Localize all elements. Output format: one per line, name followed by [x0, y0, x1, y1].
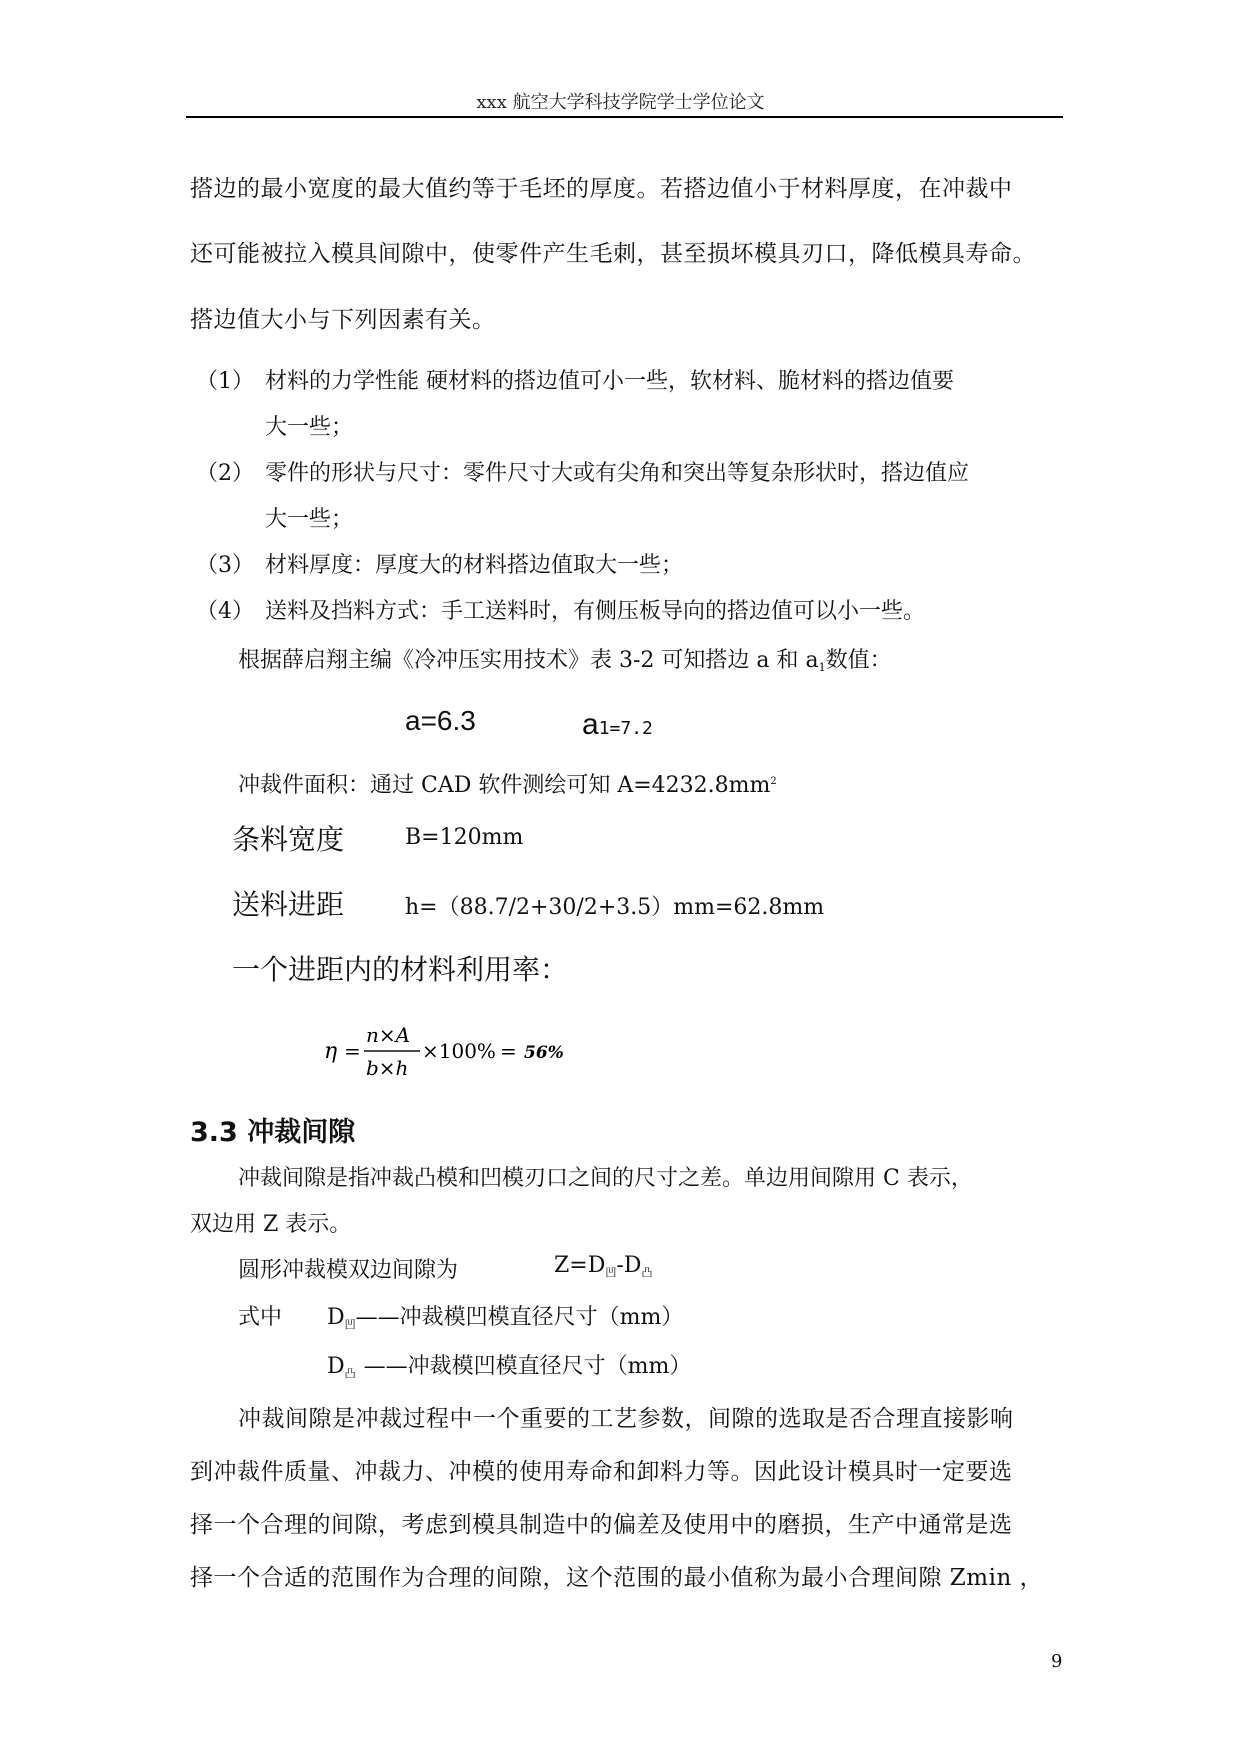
- factor-1-continuation: 大一些；: [265, 415, 354, 440]
- round-formula-sub-1: 凹: [605, 1266, 617, 1279]
- source-line-subscript: 1: [818, 661, 826, 674]
- formula-times: ×100%: [422, 1039, 496, 1063]
- value-a1: [582, 708, 653, 742]
- feed-label: 送料进距: [232, 888, 345, 921]
- round-clearance-formula: [554, 1253, 652, 1280]
- factor-2-number: （2）: [196, 461, 254, 486]
- intro-line-1: 搭边的最小宽度的最大值约等于毛坯的厚度。若搭边值小于材料厚度，在冲裁中: [190, 176, 1013, 202]
- utilization-formula: [320, 1012, 580, 1082]
- round-formula-pre: Z=D: [554, 1253, 606, 1278]
- strip-width-value: B=120mm: [405, 825, 524, 850]
- def-d-punch: [327, 1349, 691, 1381]
- factor-1-number: （1）: [196, 369, 254, 394]
- round-formula-sub-2: 凸: [641, 1266, 653, 1279]
- formula-numerator: n×A: [366, 1023, 411, 1047]
- round-formula-mid: -D: [616, 1253, 642, 1278]
- factor-4-text: 送料及挡料方式：手工送料时，有侧压板导向的搭边值可以小一些。: [265, 599, 926, 624]
- area-line-superscript: 2: [770, 776, 777, 787]
- formula-denominator: b×h: [366, 1056, 409, 1080]
- def-d-die-text: ——冲裁模凹模直径尺寸（mm）: [355, 1305, 684, 1330]
- def-d-die-symbol: D: [327, 1305, 345, 1330]
- clearance-def-line-1: 冲裁间隙是指冲裁凸模和凹模刃口之间的尺寸之差。单边用间隙用 C 表示，: [238, 1166, 973, 1191]
- formula-equals: =: [344, 1039, 361, 1063]
- section-heading: 3.3 冲裁间隙: [190, 1117, 356, 1148]
- formula-result: 56%: [524, 1043, 564, 1063]
- clearance-para-line-4: 择一个合适的范围作为合理的间隙，这个范围的最小值称为最小合理间隙 Zmin ，: [190, 1565, 1044, 1591]
- round-clearance-label: 圆形冲裁模双边间隙为: [238, 1258, 459, 1283]
- clearance-para-line-1: 冲裁间隙是冲裁过程中一个重要的工艺参数，间隙的选取是否合理直接影响: [238, 1406, 1014, 1432]
- factor-1-text: 材料的力学性能 硬材料的搭边值可小一些，软材料、脆材料的搭边值要: [265, 369, 954, 394]
- factor-2-continuation: 大一些；: [265, 507, 354, 532]
- source-line-suffix: 数值：: [825, 648, 892, 673]
- formula-eta: η: [324, 1039, 338, 1064]
- where-label: 式中: [238, 1305, 283, 1330]
- def-d-punch-text: ——冲裁模凹模直径尺寸（mm）: [363, 1354, 692, 1379]
- formula-equals-2: =: [500, 1039, 517, 1063]
- factor-3-text: 材料厚度：厚度大的材料搭边值取大一些；: [265, 553, 684, 578]
- clearance-def-line-2: 双边用 Z 表示。: [190, 1212, 352, 1237]
- intro-line-2: 还可能被拉入模具间隙中，使零件产生毛刺，甚至损坏模具刃口，降低模具寿命。: [190, 241, 1036, 267]
- source-line: [238, 643, 892, 674]
- utilization-label: 一个进距内的材料利用率：: [232, 953, 569, 986]
- area-line: [238, 768, 777, 799]
- strip-width-label: 条料宽度: [232, 823, 345, 856]
- value-a1-rest: 1=7.2: [598, 718, 653, 739]
- area-line-text: 冲裁件面积：通过 CAD 软件测绘可知 A=4232.8mm: [238, 773, 771, 798]
- header-rule: [186, 116, 1063, 118]
- running-header: xxx 航空大学科技学院学士学位论文: [476, 92, 765, 113]
- factor-4-number: （4）: [196, 599, 254, 624]
- value-a1-letter: a: [582, 708, 599, 741]
- def-d-die: [327, 1300, 683, 1332]
- factor-2-text: 零件的形状与尺寸：零件尺寸大或有尖角和突出等复杂形状时，搭边值应: [265, 461, 970, 486]
- def-d-punch-sub: 凸: [344, 1367, 356, 1380]
- value-a: a=6.3: [405, 705, 476, 736]
- page-number: 9: [1051, 1651, 1063, 1672]
- def-d-die-sub: 凹: [344, 1318, 356, 1331]
- clearance-para-line-2: 到冲裁件质量、冲裁力、冲模的使用寿命和卸料力等。因此设计模具时一定要选: [190, 1459, 1013, 1485]
- source-line-text: 根据薛启翔主编《冷冲压实用技术》表 3-2 可知搭边 a 和 a: [238, 648, 819, 673]
- factor-3-number: （3）: [196, 553, 254, 578]
- def-d-punch-symbol: D: [327, 1354, 345, 1379]
- feed-value: h=（88.7/2+30/2+3.5）mm=62.8mm: [405, 895, 825, 920]
- clearance-para-line-3: 择一个合理的间隙，考虑到模具制造中的偏差及使用中的磨损，生产中通常是选: [190, 1512, 1013, 1538]
- intro-line-3: 搭边值大小与下列因素有关。: [190, 307, 496, 333]
